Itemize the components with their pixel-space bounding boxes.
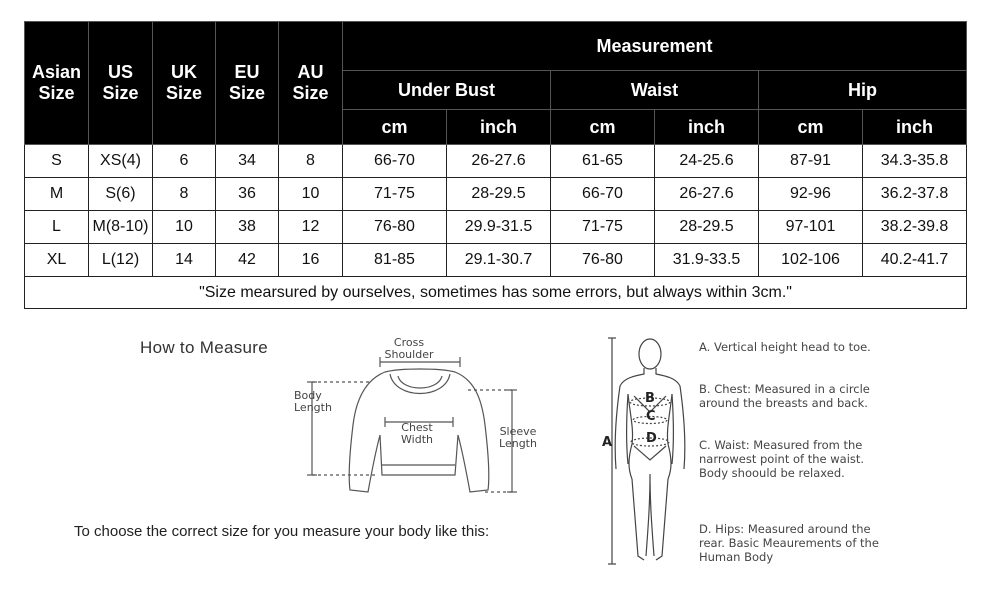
choose-size-instruction: To choose the correct size for you measure your body like this: bbox=[74, 523, 490, 540]
table-cell: XS(4) bbox=[89, 145, 153, 178]
header-uk-size: UK Size bbox=[153, 22, 216, 145]
legend-key: D. bbox=[699, 522, 712, 536]
table-cell: 102-106 bbox=[759, 244, 863, 277]
header-au-size: AU Size bbox=[279, 22, 343, 145]
chest-width-label: Chest Width bbox=[401, 421, 433, 446]
table-cell: 26-27.6 bbox=[447, 145, 551, 178]
table-cell: S bbox=[25, 145, 89, 178]
table-cell: XL bbox=[25, 244, 89, 277]
table-cell: 16 bbox=[279, 244, 343, 277]
table-cell: L bbox=[25, 211, 89, 244]
table-cell: 34 bbox=[216, 145, 279, 178]
table-cell: 14 bbox=[153, 244, 216, 277]
table-cell: 10 bbox=[153, 211, 216, 244]
unit-inch: inch bbox=[655, 110, 759, 145]
table-cell: 36.2-37.8 bbox=[863, 178, 967, 211]
table-cell: 26-27.6 bbox=[655, 178, 759, 211]
legend-item-c bbox=[699, 438, 879, 480]
body-length-label: Body Length bbox=[294, 389, 332, 414]
legend-key: B. bbox=[699, 382, 711, 396]
marker-d: D bbox=[646, 431, 657, 446]
header-asian-size: Asian Size bbox=[25, 22, 89, 145]
table-cell: 12 bbox=[279, 211, 343, 244]
table-cell: 36 bbox=[216, 178, 279, 211]
table-cell: S(6) bbox=[89, 178, 153, 211]
marker-c: C bbox=[646, 409, 656, 424]
cross-shoulder-label: Cross Shoulder bbox=[384, 336, 434, 361]
legend-text: Hips: Measured around the rear. Basic Meaurements of the Human Body bbox=[699, 522, 879, 564]
table-cell: 42 bbox=[216, 244, 279, 277]
legend-item-a bbox=[699, 340, 879, 354]
unit-cm: cm bbox=[759, 110, 863, 145]
table-cell: 6 bbox=[153, 145, 216, 178]
legend-item-d bbox=[699, 522, 879, 564]
table-cell: M(8-10) bbox=[89, 211, 153, 244]
table-cell: 66-70 bbox=[551, 178, 655, 211]
table-cell: M bbox=[25, 178, 89, 211]
table-cell: 10 bbox=[279, 178, 343, 211]
size-chart-table-wrap bbox=[24, 21, 966, 309]
table-cell: L(12) bbox=[89, 244, 153, 277]
header-waist: Waist bbox=[551, 71, 759, 110]
table-cell: 8 bbox=[153, 178, 216, 211]
table-cell: 61-65 bbox=[551, 145, 655, 178]
table-cell: 92-96 bbox=[759, 178, 863, 211]
how-to-measure-title: How to Measure bbox=[140, 338, 268, 357]
table-cell: 8 bbox=[279, 145, 343, 178]
table-cell: 28-29.5 bbox=[655, 211, 759, 244]
table-cell: 76-80 bbox=[551, 244, 655, 277]
table-cell: 28-29.5 bbox=[447, 178, 551, 211]
table-cell: 71-75 bbox=[343, 178, 447, 211]
legend-key: C. bbox=[699, 438, 711, 452]
legend-text: Chest: Measured in a circle around the breasts and back. bbox=[699, 382, 870, 410]
legend-text: Waist: Measured from the narrowest point of the waist. Body shoould be relaxed. bbox=[699, 438, 865, 480]
header-measurement: Measurement bbox=[343, 22, 967, 71]
sleeve-length-label: Sleeve Length bbox=[499, 425, 537, 450]
table-cell: 76-80 bbox=[343, 211, 447, 244]
table-row bbox=[25, 145, 967, 178]
size-note: "Size mearsured by ourselves, sometimes has some errors, but always within 3cm." bbox=[25, 277, 967, 309]
size-table-body bbox=[25, 145, 967, 277]
unit-inch: inch bbox=[447, 110, 551, 145]
table-cell: 87-91 bbox=[759, 145, 863, 178]
unit-cm: cm bbox=[343, 110, 447, 145]
header-eu-size: EU Size bbox=[216, 22, 279, 145]
legend-text: Vertical height head to toe. bbox=[713, 340, 871, 354]
size-chart-table bbox=[24, 21, 967, 309]
table-cell: 97-101 bbox=[759, 211, 863, 244]
table-row bbox=[25, 211, 967, 244]
unit-cm: cm bbox=[551, 110, 655, 145]
table-cell: 34.3-35.8 bbox=[863, 145, 967, 178]
table-cell: 31.9-33.5 bbox=[655, 244, 759, 277]
table-cell: 29.1-30.7 bbox=[447, 244, 551, 277]
table-row bbox=[25, 178, 967, 211]
table-row bbox=[25, 244, 967, 277]
table-cell: 40.2-41.7 bbox=[863, 244, 967, 277]
header-under-bust: Under Bust bbox=[343, 71, 551, 110]
table-cell: 38 bbox=[216, 211, 279, 244]
legend-item-b bbox=[699, 382, 879, 410]
table-cell: 24-25.6 bbox=[655, 145, 759, 178]
table-cell: 81-85 bbox=[343, 244, 447, 277]
legend-key: A. bbox=[699, 340, 711, 354]
header-hip: Hip bbox=[759, 71, 967, 110]
unit-inch: inch bbox=[863, 110, 967, 145]
table-cell: 29.9-31.5 bbox=[447, 211, 551, 244]
header-us-size: US Size bbox=[89, 22, 153, 145]
table-cell: 71-75 bbox=[551, 211, 655, 244]
body-figure-diagram bbox=[598, 334, 698, 570]
table-cell: 66-70 bbox=[343, 145, 447, 178]
table-cell: 38.2-39.8 bbox=[863, 211, 967, 244]
marker-b: B bbox=[645, 391, 655, 406]
marker-a: A bbox=[602, 435, 613, 450]
